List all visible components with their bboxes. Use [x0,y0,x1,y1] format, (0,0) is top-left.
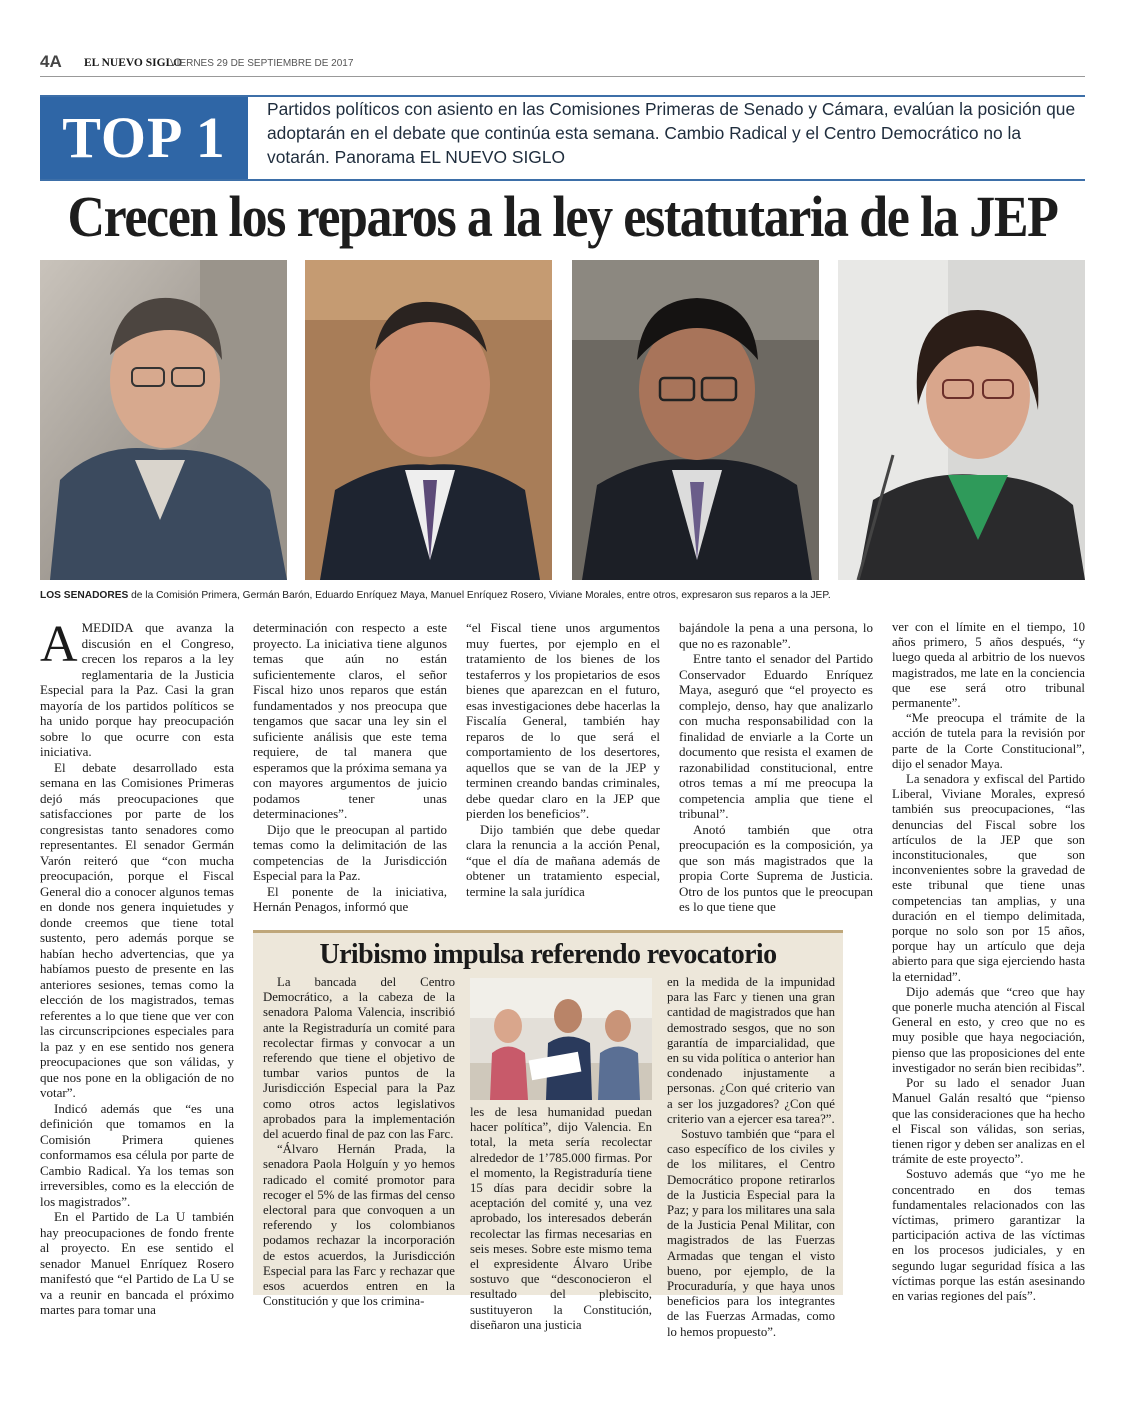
sidebar-title: Uribismo impulsa referendo revocatorio [319,939,777,970]
article-column-2 [253,620,447,915]
newspaper-name: EL NUEVO SIGLO [84,57,183,69]
photo-senator-2 [305,260,552,580]
kicker-bar [40,95,1085,181]
sidebar-paragraph: Sostuvo también que “para el caso específico de los civiles y de los militares, el Centro Democrático propone retirarlos de la Justicia Especial para la Paz; y para los militares una sala de la Justicia Penal Militar, con magistrados de las Fuerzas Armadas que tengan el visto bueno, por ejemplo, de la Procuraduría, y que haya unos beneficios para los integrantes de las Fuerzas Armadas, como lo hemos propuesto”. [667,1127,835,1339]
sidebar-paragraph: “Álvaro Hernán Prada, la senadora Paola Holguín y yo hemos radicado el comité promotor para recoger el 5% de las firmas del censo electoral para que convoquen a un referendo y los colombianos podamos rechazar la incorporación de estos acuerdos, la Jurisdicción Especial para las Farc y rechazar que esos acuerdos entren en la Constitución y que los crimina- [263,1142,455,1309]
article-paragraph: El debate desarrollado esta semana en las Comisiones Primeras dejó más preocupaciones que satisfacciones por parte de los congresistas tanto senadores como representantes. El senador Germán Varón reiteró que “con mucha preocupación, porque el Fiscal General dio a conocer algunos temas en donde nos genera inquietudes y donde creemos que tiene total sustento, pero además porque se habían hecho advertencias, que ya habíamos puesto de presente en las anteriores sesiones, temas como la elección de los magistrados, temas referentes a lo que tiene que ver con las circunscripciones especiales para la paz y en ese sentido nos genera preocupaciones que son válidas, y que nos pone en la obligación de no votar”. [40,759,234,1100]
caption-lead: LOS SENADORES [40,590,129,601]
photo-caption [40,590,1085,601]
drop-cap: A [40,616,78,673]
headline: Crecen los reparos a la ley estatutaria de la JEP [67,185,1058,250]
page-folio [40,50,1085,77]
article-paragraph: En el Partido de La U también hay preocupaciones de fondo frente al proyecto. En ese sentido el senador Manuel Enríquez Rosero manifestó que “el Partido de La U se va a reunir en bancada el próximo martes para tomar una [40,1209,234,1317]
photo-senator-4 [838,260,1085,580]
sidebar-paragraph: La bancada del Centro Democrático, a la cabeza de la senadora Paloma Valencia, inscribió ante la Registraduría un comité para recolectar firmas y convocar a un referendo que tiene el objetivo de tumbar varios puntos de la Jurisdicción Especial para la Paz como otros actos legislativos aprobados para la implementación del acuerdo final de paz con las Farc. [263,975,455,1142]
article-paragraph: El ponente de la iniciativa, Hernán Penagos, informó que [253,883,447,914]
article-paragraph: Entre tanto el senador del Partido Conservador Eduardo Enríquez Maya, aseguró que “el proyecto es complejo, denso, hay que analizarlo con mucha responsabilidad con la finalidad de enviarle a la Corte un documento que resista el examen de razonabilidad constitucional, entre otros temas a mí me preocupa la competencia amplia que tiene el tribunal”. [679,651,873,821]
sidebar-column-2 [470,1105,652,1333]
article-paragraph: bajándole la pena a una persona, lo que no es razonable”. [679,620,873,651]
article-column-4 [679,620,873,915]
sidebar-column-1 [263,975,455,1309]
article-column-1 [40,616,234,1318]
article-paragraph: “Me preocupa el trámite de la acción de tutela para la revisión por parte de la Corte Constitucional”, dijo el senador Maya. [892,711,1085,771]
kicker-text: Partidos políticos con asiento en las Comisiones Primeras de Senado y Cámara, evalúan la posición que adoptarán en el debate que continúa esta semana. Cambio Radical y el Centro Democrático no la votarán. Panorama EL NUEVO SIGLO [267,99,1076,167]
sidebar-box [253,930,843,1339]
article-paragraph: “el Fiscal tiene unos argumentos muy fuertes, por ejemplo en el tratamiento de los bienes de los testaferros y los propietarios de esos bienes que aparezcan en el futuro, esas investigaciones debe hacerlas la Fiscalía General, también hay reparos de lo que será el comportamiento de los desertores, aquellos que se van de la JEP y terminen creando bandas criminales, debe quedar claro en la JEP que pierden los beneficios”. [466,620,660,821]
article-paragraph: Por su lado el senador Juan Manuel Galán resaltó que “pienso que las consideraciones que ha hecho el Fiscal son válidas, son serias, tienen rigor y deben ser analizas en el trámite de este proyecto”. [892,1076,1085,1167]
article-paragraph: determinación con respecto a este proyecto. La iniciativa tiene algunos temas que aún no están suficientemente claros, el señor Fiscal hizo unos reparos que están fundamentados y nos preocupa que tengamos que sacar una ley sin el suficiente análisis que este tema requiere, de tal manera que esperamos que la próxima semana ya con mayores argumentos de juicio podamos tener unas determinaciones”. [253,620,447,821]
photo-senator-3 [572,260,819,580]
article-paragraph: Dijo también que debe quedar clara la renuncia a la acción Penal, “que el día de mañana además de obtener un tratamiento especial, termine la sala jurídica [466,821,660,899]
article-paragraph: La senadora y exfiscal del Partido Liberal, Viviane Morales, expresó también sus preocupaciones, “las denuncias del Fiscal sobre los artículos de la JEP que son inconstitucionales, que son inconvenientes sobre la gravedad de este tribunal que tiene unas competencias tan amplias, y una duración en el tiempo delimitada, porque no solo son por 15 años, porque hay un artículo que deja abierto para que siga ejerciendo hasta la eternidad”. [892,772,1085,984]
article-column-3 [466,620,660,899]
page-number: 4A [40,52,62,71]
article-paragraph: Indicó además que “es una definición que tomamos en la Comisión Primera quienes conformamos esa célula por parte de Cambio Radical. Ya los temas son irreversibles, como es la elección de los magistrados”. [40,1100,234,1209]
top1-badge: TOP 1 [40,97,248,179]
issue-date: VIERNES 29 DE SEPTIEMBRE DE 2017 [170,58,354,69]
photo-senator-1 [40,260,287,580]
article-paragraph: Anotó también que otra preocupación es la composición, ya que son más magistrados que la propia Corte Suprema de Justicia. Otro de los puntos que le preocupan es lo que tiene que [679,821,873,914]
sidebar-photo [470,978,652,1100]
article-paragraph: AMEDIDA que avanza la discusión en el Congreso, crecen los reparos a la ley reglamentaria de la Justicia Especial para la Paz. Casi la gran mayoría de los partidos políticos se ha unido porque hay preocupación sobre lo que ocurre con esta iniciativa. [40,616,234,759]
article-paragraph: Sostuvo además que “yo me he concentrado en dos temas fundamentales relacionados con las víctimas, primero garantizar la participación activa de las víctimas en los procesos judiciales, y en segundo lugar seguridad física a las víctimas porque las están asesinando en varias regiones del país”. [892,1167,1085,1303]
sidebar-paragraph: en la medida de la impunidad para las Farc y tienen una gran cantidad de magistrados que han demostrado sesgos, que no son garantía de imparcialidad, que en su vida política o anterior han condenado injustamente a personas. ¿Con qué criterio van a ser los juzgadores? ¿Con qué criterio van a ejercer esa tarea?”. [667,975,835,1126]
article-paragraph: Dijo que le preocupan al partido temas como la delimitación de las competencias de la Jurisdicción Especial para la Paz. [253,821,447,883]
article-column-5 [892,620,1085,1304]
caption-text: de la Comisión Primera, Germán Barón, Eduardo Enríquez Maya, Manuel Enríquez Rosero, Viviane Morales, entre otros, expresaron sus reparos a la JEP. [128,590,831,601]
sidebar-column-3 [667,975,835,1340]
article-paragraph: ver con el límite en el tiempo, 10 años primero, 5 años después, “y luego queda al arbitrio de los nuevos magistrados, me late en la conciencia que ese será otro tribunal permanente”. [892,620,1085,711]
sidebar-paragraph: les de lesa humanidad puedan hacer política”, dijo Valencia. En total, la meta sería recolectar alrededor de 1’785.000 firmas. Por el momento, la Registraduría tiene 15 días para decidir sobre la aceptación del comité y, una vez aprobado, los interesados deberán recolectar las firmas necesarias en seis meses. Sobre este mismo tema el expresidente Álvaro Uribe sostuvo que “desconocieron el resultado del plebiscito, sustituyeron la Constitución, diseñaron una justicia [470,1105,652,1332]
article-paragraph: Dijo además que “creo que hay que ponerle mucha atención al Fiscal General en esto, y creo que no es muy posible que haya negociación, pienso que las proposiciones del ente investigador no serán bien recibidas”. [892,984,1085,1075]
